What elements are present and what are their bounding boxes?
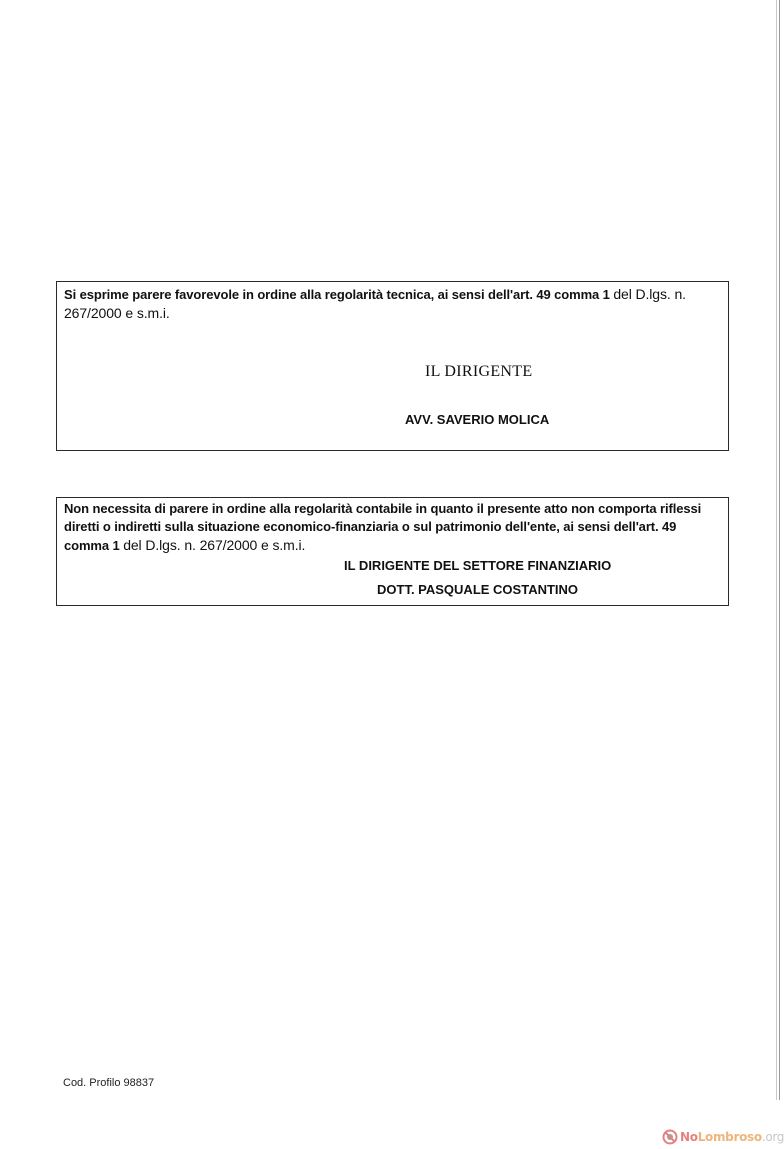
law-reference: del D.lgs. n. 267/2000 e s.m.i. — [123, 537, 306, 553]
technical-opinion-box — [56, 281, 729, 451]
watermark-logo — [662, 1127, 784, 1147]
profile-code: Cod. Profilo 98837 — [63, 1077, 155, 1089]
accounting-opinion-box — [56, 497, 729, 606]
technical-opinion-text: Si esprime parere favorevole in ordine alla regolarità tecnica, ai sensi dell'art. 49 comma 1 del D.lgs. n. 267/2000 e s.m.i. — [64, 286, 686, 321]
page-edge — [776, 0, 781, 1100]
finance-signer-name: DOTT. PASQUALE COSTANTINO — [377, 582, 579, 597]
watermark-text: NoLombroso.org — [680, 1130, 784, 1144]
accounting-opinion-text: Non necessita di parere in ordine alla regolarità contabile in quanto il presente atto non comporta riflessi diretti o indiretti sulla situazione economico-finanziaria o sul patrimonio dell'ente, ai sensi dell'art. 49 comma 1 del D.lgs. n. 267/2000 e s.m.i. — [64, 501, 702, 553]
signer-name: AVV. SAVERIO MOLICA — [405, 412, 550, 427]
no-sign-icon — [662, 1129, 678, 1145]
finance-role-title: IL DIRIGENTE DEL SETTORE FINANZIARIO — [344, 558, 612, 573]
law-reference: del D.lgs. n. 267/2000 e s.m.i. — [64, 286, 686, 321]
role-title: IL DIRIGENTE — [425, 363, 533, 380]
